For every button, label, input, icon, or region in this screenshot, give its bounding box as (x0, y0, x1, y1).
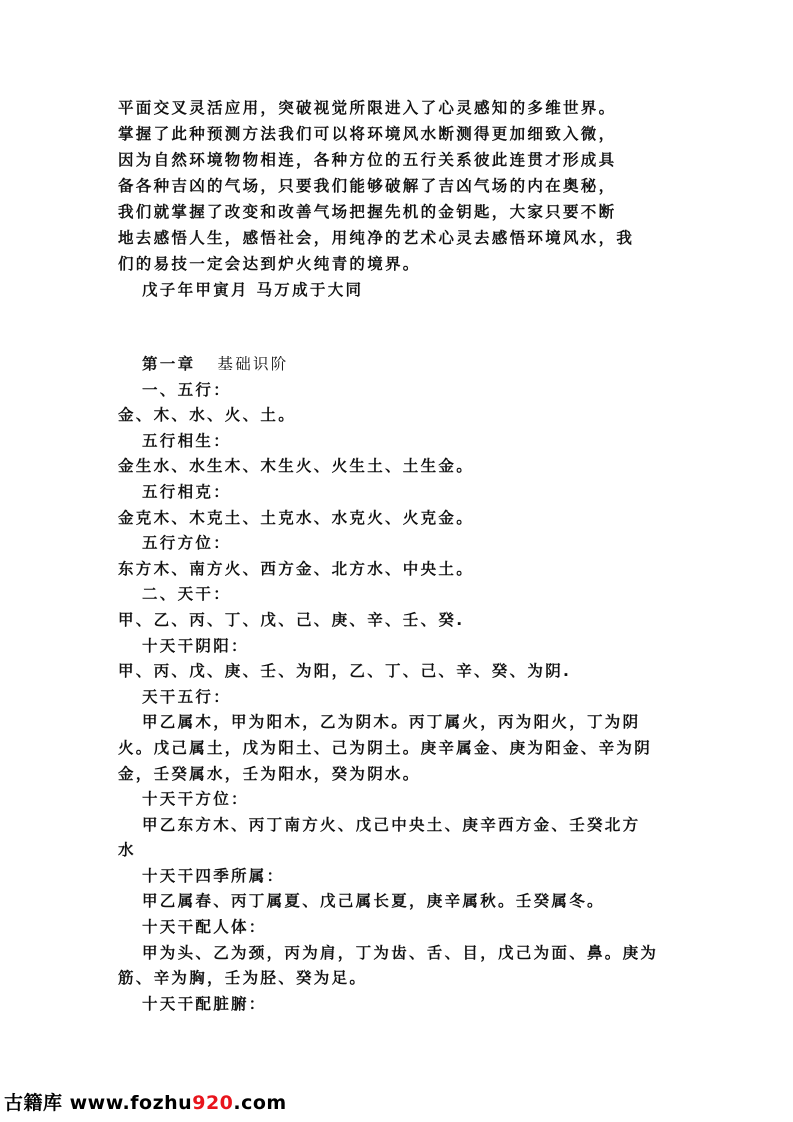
chapter-line: 二、天干： (142, 585, 232, 604)
chapter-line: 火。戊己属土，戊为阳土、己为阴土。庚辛属金、庚为阳金、辛为阴 (118, 738, 653, 757)
chapter-body (118, 378, 678, 1018)
intro-line: 掌握了此种预测方法我们可以将环境风水断测得更加细致入微， (118, 125, 617, 143)
chapter-line: 金，壬癸属水，壬为阳水，癸为阴水。 (118, 764, 421, 783)
chapter-line: 一、五行： (142, 380, 232, 399)
chapter-line: 甲乙属木，甲为阳木，乙为阴木。丙丁属火，丙为阳火，丁为阴 (142, 713, 641, 732)
chapter-line: 金生水、水生木、木生火、火生土、土生金。 (118, 457, 475, 476)
intro-line: 地去感悟人生，感悟社会，用纯净的艺术心灵去感悟环境风水，我 (118, 229, 635, 247)
chapter-line: 东方木、南方火、西方金、北方水、中央土。 (118, 559, 475, 578)
intro-paragraph (118, 95, 678, 303)
chapter-line: 五行方位： (142, 534, 232, 553)
author-signature: 戊子年甲寅月 马万成于大同 (142, 281, 364, 299)
chapter-line: 甲、丙、戊、庚、壬、为阳，乙、丁、己、辛、癸、为阴. (118, 662, 572, 681)
chapter-line: 十天干阴阳： (142, 636, 249, 655)
chapter-line: 金克木、木克土、土克水、水克火、火克金。 (118, 508, 475, 527)
chapter-line: 十天干配人体： (142, 918, 267, 937)
chapter-line: 筋、辛为胸，壬为胫、癸为足。 (118, 969, 368, 988)
chapter-line: 水 (118, 841, 136, 860)
chapter-line: 甲为头、乙为颈，丙为肩，丁为齿、舌、目，戊己为面、鼻。庚为 (142, 943, 659, 962)
chapter-line: 五行相生： (142, 431, 232, 450)
chapter-line: 十天干方位： (142, 790, 249, 809)
intro-line: 因为自然环境物物相连，各种方位的五行关系彼此连贯才形成具 (118, 151, 617, 169)
chapter-title (118, 352, 678, 378)
chapter-name: 基础识阶 (217, 355, 289, 373)
chapter-number: 第一章 (142, 355, 196, 373)
chapter-line: 甲、乙、丙、丁、戊、己、庚、辛、壬、癸. (118, 610, 465, 629)
footer-number: 920 (192, 1092, 234, 1114)
intro-line: 们的易技一定会达到炉火纯青的境界。 (118, 255, 421, 273)
intro-line: 备各种吉凶的气场，只要我们能够破解了吉凶气场的内在奥秘， (118, 177, 617, 195)
footer-brand: 古籍库 www.fozhu (4, 1092, 193, 1114)
chapter-line: 天干五行： (142, 687, 232, 706)
chapter-line: 十天干四季所属： (142, 866, 285, 885)
chapter-one (118, 352, 678, 1017)
chapter-line: 五行相克： (142, 482, 232, 501)
chapter-line: 金、木、水、火、土。 (118, 406, 297, 425)
footer-suffix: .com (233, 1092, 287, 1114)
chapter-line: 十天干配脏腑： (142, 994, 267, 1013)
watermark-footer (4, 1088, 287, 1115)
intro-line: 我们就掌握了改变和改善气场把握先机的金钥匙，大家只要不断 (118, 203, 617, 221)
chapter-line: 甲乙东方木、丙丁南方火、戊己中央土、庚辛西方金、壬癸北方 (142, 815, 641, 834)
chapter-line: 甲乙属春、丙丁属夏、戊己属长夏，庚辛属秋。壬癸属冬。 (142, 892, 605, 911)
intro-line: 平面交叉灵活应用，突破视觉所限进入了心灵感知的多维世界。 (118, 99, 617, 117)
